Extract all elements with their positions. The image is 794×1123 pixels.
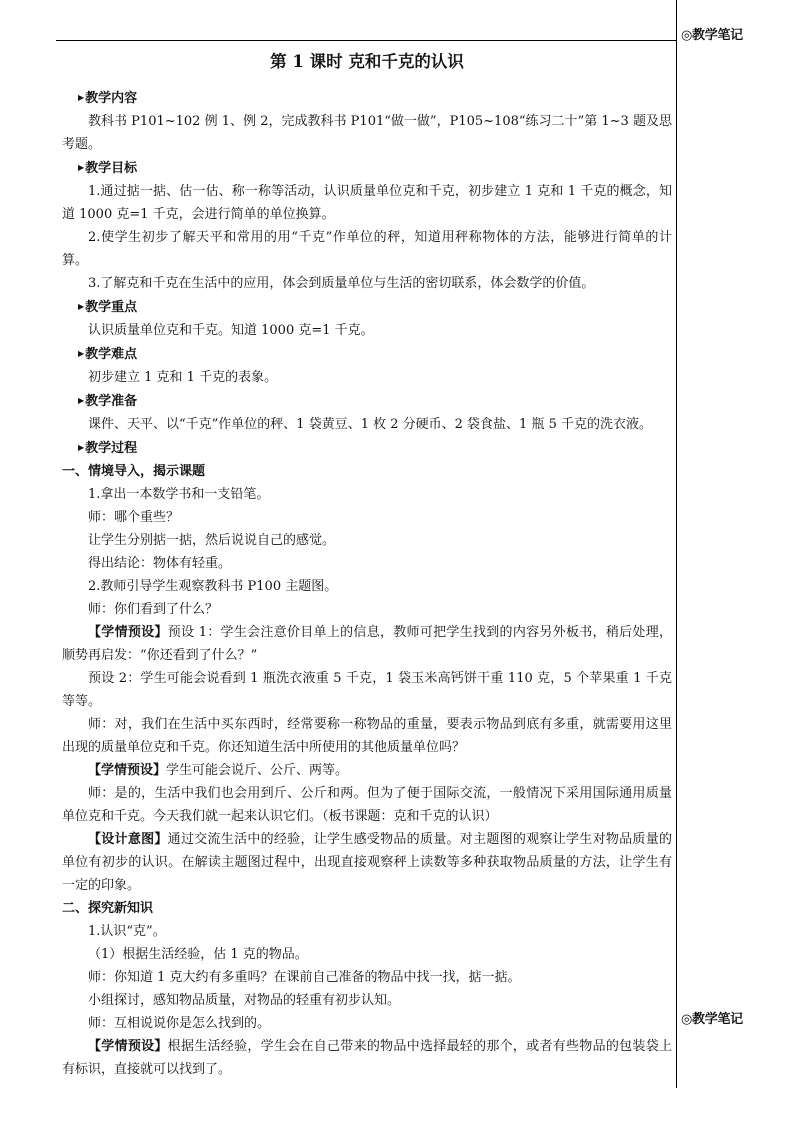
- section-1-line-4: 得出结论：物体有轻重。: [88, 556, 232, 571]
- heading-key-label: 教学重点: [85, 300, 138, 315]
- heading-process: [78, 436, 672, 460]
- note-label: 【学情预设】: [88, 763, 167, 778]
- note-label: 【学情预设】: [88, 625, 168, 640]
- header-rule: [56, 40, 676, 41]
- content-text: 教科书 P101~102 例 1、例 2，完成教科书 P101“做一做”，P105~108“练习二十”第 1~3 题及思考题。: [62, 114, 672, 152]
- section-1-line-6: 师：你们看到了什么？: [88, 602, 219, 617]
- section-2-line-4: 小组探讨，感知物品质量，对物品的轻重有初步认知。: [88, 993, 401, 1008]
- section-1-line-2: 师：哪个重些？: [88, 510, 180, 525]
- page-title: 第 1 课时 克和千克的认识: [270, 52, 464, 71]
- heading-key: [78, 295, 672, 319]
- section-1-line-3: 让学生分别掂一掂，然后说说自己的感觉。: [88, 533, 336, 548]
- triangle-icon: ▶: [78, 301, 85, 311]
- triangle-icon: ▶: [78, 395, 85, 405]
- section-1-para-2: 预设 2：学生可能会说看到 1 瓶洗衣液重 5 千克，1 袋玉米高钙饼干重 110 克，5 个苹果重 1 千克等等。: [62, 671, 672, 709]
- margin-divider: [676, 0, 677, 1088]
- triangle-icon: ▶: [78, 92, 85, 102]
- key-text: 认识质量单位克和千克。知道 1000 克=1 千克。: [88, 323, 374, 338]
- heading-goals-label: 教学目标: [85, 161, 138, 176]
- section-2-para-1: [62, 1035, 672, 1081]
- section-1-line-1: 1.拿出一本数学书和一支铅笔。: [88, 487, 270, 502]
- section-2-line-5: 师：互相说说你是怎么找到的。: [88, 1016, 271, 1031]
- heading-goals: [78, 156, 672, 180]
- note-label: 【学情预设】: [88, 1039, 168, 1054]
- heading-prep: [78, 389, 672, 413]
- heading-prep-label: 教学准备: [85, 394, 138, 409]
- section-1-para-5: 师：是的，生活中我们也会用到斤、公斤和两。但为了便于国际交流，一般情况下采用国际通用质量单位克和千克。今天我们就一起来认识它们。（板书课题：克和千克的认识）: [62, 786, 672, 824]
- heading-content: [78, 86, 672, 110]
- note-text: 通过交流生活中的经验，让学生感受物品的质量。对主题图的观察让学生对物品质量的单位有初步的认识。在解读主题图过程中，出现直接观察秤上读数等多种获取物品质量的方法，让学生有一定的印象。: [62, 832, 672, 893]
- section-2-line-2: （1）根据生活经验，估 1 克的物品。: [88, 947, 308, 962]
- triangle-icon: ▶: [78, 162, 85, 172]
- difficulty-text: 初步建立 1 克和 1 千克的表象。: [88, 370, 278, 385]
- heading-content-label: 教学内容: [85, 91, 138, 106]
- goal-1: 1.通过掂一掂、估一估、称一称等活动，认识质量单位克和千克，初步建立 1 克和 1 千克的概念，知道 1000 克=1 千克，会进行简单的单位换算。: [62, 184, 672, 222]
- heading-difficulty: [78, 342, 672, 366]
- prep-text: 课件、天平、以“千克”作单位的秤、1 袋黄豆、1 枚 2 分硬币、2 袋食盐、1 瓶 5 千克的洗衣液。: [88, 417, 652, 432]
- section-2-line-3: 师：你知道 1 克大约有多重吗？在课前自己准备的物品中找一找，掂一掂。: [88, 970, 521, 985]
- heading-process-label: 教学过程: [85, 441, 138, 456]
- goal-2: 2.使学生初步了解天平和常用的用“千克”作单位的秤，知道用秤称物体的方法，能够进行简单的计算。: [62, 230, 672, 268]
- triangle-icon: ▶: [78, 442, 85, 452]
- section-1-para-6: [62, 828, 672, 897]
- note-label: 【设计意图】: [88, 832, 168, 847]
- section-1-line-5: 2.教师引导学生观察教科书 P100 主题图。: [88, 579, 338, 594]
- triangle-icon: ▶: [78, 348, 85, 358]
- section-2-line-1: 1.认识“克”。: [88, 924, 166, 939]
- heading-difficulty-label: 教学难点: [85, 347, 138, 362]
- section-1-title: 一、情境导入，揭示课题: [62, 464, 206, 479]
- note-text: 学生可能会说斤、公斤、两等。: [166, 763, 349, 778]
- section-1-para-3: 师：对，我们在生活中买东西时，经常要称一称物品的重量，要表示物品到底有多重，就需要用这里出现的质量单位克和千克。你还知道生活中所使用的其他质量单位吗？: [62, 717, 672, 755]
- margin-note-top: ◎教学笔记: [681, 28, 743, 43]
- goal-3: 3.了解克和千克在生活中的应用，体会到质量单位与生活的密切联系，体会数学的价值。: [88, 276, 595, 291]
- note-text: 预设 1：学生会注意价目单上的信息，教师可把学生找到的内容另外板书，稍后处理，顺势再启发：“你还看到了什么？”: [62, 625, 672, 663]
- section-2-title: 二、探究新知识: [62, 901, 154, 916]
- section-1-para-1: [62, 621, 672, 667]
- section-1-para-4: [62, 759, 672, 782]
- lesson-plan: [62, 50, 672, 1081]
- note-text: 根据生活经验，学生会在自己带来的物品中选择最轻的那个，或者有些物品的包装袋上有标识，直接就可以找到了。: [62, 1039, 672, 1077]
- margin-note-bottom: ◎教学笔记: [681, 1012, 743, 1027]
